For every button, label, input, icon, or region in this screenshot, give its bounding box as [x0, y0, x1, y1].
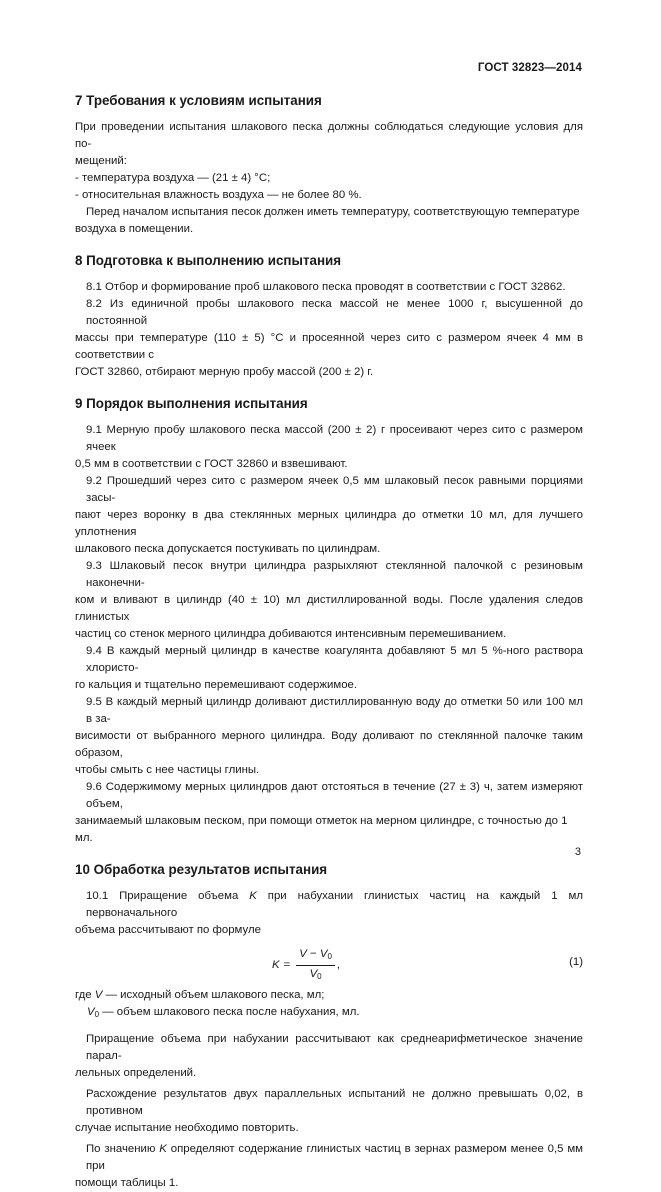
formula-equals: =	[283, 959, 291, 971]
s9-p1-line1: 9.1 Мерную пробу шлакового песка массой (200 ± 2) г просеивают через сито с размером ячеек	[86, 424, 583, 453]
s10-p1-line2: объема рассчитывают по формуле	[75, 924, 261, 936]
section-10-title: 10 Обработка результатов испытания	[75, 862, 328, 877]
where-v: где V — исходный объем шлакового песка, мл;	[75, 989, 325, 1001]
s7-bullet-humidity: - относительная влажность воздуха — не более 80 %.	[75, 189, 362, 201]
var-k-2: K	[159, 1143, 167, 1155]
s9-p2-line1: 9.2 Прошедший через сито с размером ячеек 0,5 мм шлаковый песок равными порциями засы-	[86, 475, 583, 504]
formula-fraction	[296, 947, 335, 984]
formula-expression	[272, 947, 340, 984]
s9-p6-line1: 9.6 Содержимому мерных цилиндров дают отстояться в течение (27 ± 3) ч, затем измеряют объем,	[86, 781, 583, 810]
s8-p2-line2: массы при температуре (110 ± 5) °С и просеянной через сито с размером ячеек 4 мм в соответствии с	[75, 332, 583, 361]
s7-bullet-temperature: - температура воздуха — (21 ± 4) °С;	[75, 172, 271, 184]
s10-p3-line1: Расхождение результатов двух параллельных испытаний не должно превышать 0,02, в противном	[86, 1088, 583, 1117]
s7-p2-line2: воздуха в помещении.	[75, 223, 194, 235]
s8-p1: 8.1 Отбор и формирование проб шлакового песка проводят в соответствии с ГОСТ 32862.	[86, 281, 566, 293]
s8-p2-line3: ГОСТ 32860, отбирают мерную пробу массой (200 ± 2) г.	[75, 366, 374, 378]
s9-p3-line3: частиц со стенок мерного цилиндра добиваются интенсивным перемешиванием.	[75, 628, 507, 640]
s7-p2-line1: Перед началом испытания песок должен иметь температуру, соответствующую температуре	[86, 206, 580, 218]
formula-comma: ,	[336, 959, 341, 971]
section-8-title: 8 Подготовка к выполнению испытания	[75, 253, 342, 268]
s10-p4-line1: По значению K определяют содержание глинистых частиц в зернах размером менее 0,5 мм при	[86, 1143, 583, 1172]
standard-header: ГОСТ 32823—2014	[477, 62, 582, 74]
s9-p5-line2: висимости от выбранного мерного цилиндра. Воду доливают по стеклянной палочке таким образом,	[75, 730, 583, 759]
s10-p4-line2: помощи таблицы 1.	[75, 1177, 179, 1189]
s9-p5-line3: чтобы смыть с нее частицы глины.	[75, 764, 260, 776]
s10-p2-line1: Приращение объема при набухании рассчитывают как среднеарифметическое значение парал-	[86, 1033, 583, 1062]
section-9-title: 9 Порядок выполнения испытания	[75, 396, 308, 411]
s8-p2-line1: 8.2 Из единичной пробы шлакового песка массой не менее 1000 г, высушенной до постоянной	[86, 298, 583, 327]
s9-p2-line2: пают через воронку в два стеклянных мерных цилиндра до отметки 10 мл, для лучшего уплотнения	[75, 509, 583, 538]
s10-p3-line2: случае испытание необходимо повторить.	[75, 1122, 299, 1134]
s9-p1-line2: 0,5 мм в соответствии с ГОСТ 32860 и взвешивают.	[75, 458, 348, 470]
s10-p1-line1: 10.1 Приращение объема K при набухании глинистых частиц на каждый 1 мл первоначального	[86, 890, 583, 919]
formula-numerator: $V - V_0$	[296, 947, 335, 966]
formula-1	[75, 943, 583, 987]
where-v0: $V_0$ — объем шлакового песка после набухания, мл.	[87, 1006, 360, 1019]
formula-lhs: K	[272, 959, 280, 971]
s9-p2-line3: шлакового песка допускается постукивать по цилиндрам.	[75, 543, 381, 555]
s9-p4-line2: го кальция и тщательно перемешивают содержимое.	[75, 679, 358, 691]
s10-p2-line2: лельных определений.	[75, 1067, 197, 1079]
formula-denominator: $V_0$	[309, 968, 322, 981]
s7-p1-line2: мещений:	[75, 155, 127, 167]
s9-p3-line2: ком и вливают в цилиндр (40 ± 10) мл дистиллированной воды. После удаления следов глинистых	[75, 594, 583, 623]
formula-number: (1)	[569, 956, 583, 968]
page-number: 3	[574, 846, 581, 858]
s9-p3-line1: 9.3 Шлаковый песок внутри цилиндра разрыхляют стеклянной палочкой с резиновым наконечни-	[86, 560, 583, 589]
section-7-title: 7 Требования к условиям испытания	[75, 93, 322, 108]
s9-p6-line2: занимаемый шлаковым песком, при помощи отметок на мерном цилиндре, с точностью до 1 мл.	[75, 815, 568, 844]
s9-p5-line1: 9.5 В каждый мерный цилиндр доливают дистиллированную воду до отметки 50 или 100 мл в за-	[86, 696, 583, 725]
var-k: K	[249, 890, 257, 902]
s9-p4-line1: 9.4 В каждый мерный цилиндр в качестве коагулянта добавляют 5 мл 5 %-ного раствора хлористо-	[86, 645, 583, 674]
s7-p1-line1: При проведении испытания шлакового песка должны соблюдаться следующие условия для по-	[75, 121, 583, 150]
page-body	[75, 92, 583, 1192]
